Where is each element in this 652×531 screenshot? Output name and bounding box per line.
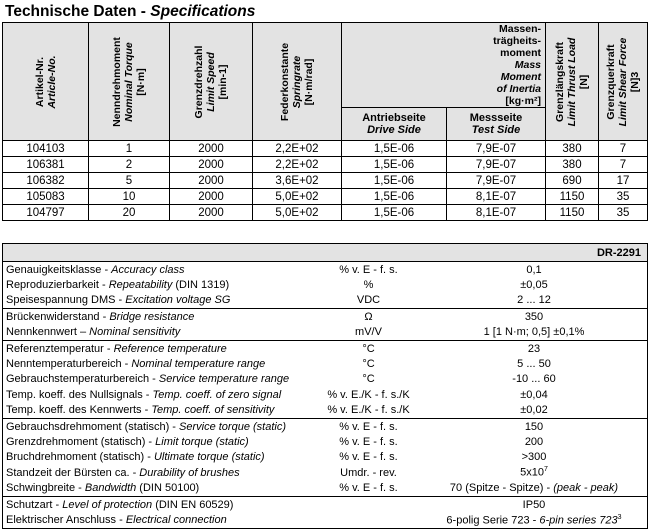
table-cell: 7,9E-07 [447, 141, 546, 157]
table-cell: 7 [599, 157, 648, 173]
spec-unit [316, 496, 421, 512]
spec-value: 200 [421, 434, 648, 449]
table-cell: 35 [599, 205, 648, 221]
spec-unit: mV/V [355, 326, 382, 339]
spec-unit: °C [362, 373, 375, 386]
table-row [3, 141, 648, 157]
spec-unit: VDC [356, 294, 381, 307]
spec-row [3, 262, 648, 278]
table-cell: 10 [89, 189, 170, 205]
model-name: DR-2291 [3, 244, 648, 262]
spec-row [3, 450, 648, 465]
spec-row [3, 480, 648, 496]
spec-value: ±0,04 [421, 387, 648, 402]
spec-row [3, 277, 648, 292]
spec-unit [316, 512, 421, 528]
table-row [3, 173, 648, 189]
table-cell: 380 [546, 157, 599, 173]
table-cell: 1,5E-06 [342, 173, 447, 189]
spec-label: Standzeit der Bürsten ca. - Durability of brushes [3, 465, 317, 480]
table-cell: 20 [89, 205, 170, 221]
spec-unit: % v. E./K - f. s./K [327, 404, 410, 417]
spec-row [3, 325, 648, 341]
spec-value: ±0,02 [421, 403, 648, 419]
spec-value: 0,1 [421, 262, 648, 278]
spec-row [3, 340, 648, 356]
spec-value: IP50 [421, 496, 648, 512]
spec-unit: °C [362, 358, 375, 371]
table-cell: 690 [546, 173, 599, 189]
spec-label: Grenzdrehmoment (statisch) - Limit torque (static) [3, 434, 317, 449]
table-cell: 3,6E+02 [253, 173, 342, 189]
table-cell: 2000 [170, 173, 253, 189]
spec-row [3, 356, 648, 371]
spec-value: 5 ... 50 [421, 356, 648, 371]
page-title: Technische Daten - Specifications [5, 3, 256, 20]
spec-unit: % v. E./K - f. s./K [327, 388, 410, 401]
spec-label: Reproduzierbarkeit - Repeatability (DIN 1319) [3, 277, 317, 292]
spec-label: Speisespannung DMS - Excitation voltage SG [3, 293, 317, 309]
spec-unit: % v. E - f. s. [339, 263, 398, 276]
spec-label: Nennkennwert – Nominal sensitivity [3, 325, 317, 341]
spec-row [3, 293, 648, 309]
table-cell: 7,9E-07 [447, 173, 546, 189]
table-cell: 106382 [3, 173, 89, 189]
spec-row [3, 372, 648, 387]
table-cell: 1,5E-06 [342, 141, 447, 157]
spec-label: Gebrauchstemperaturbereich - Service temperature range [3, 372, 317, 387]
table-cell: 106381 [3, 157, 89, 173]
spec-label: Nenntemperaturbereich - Nominal temperature range [3, 356, 317, 371]
spec-label: Temp. koeff. des Nullsignals - Temp. coeff. of zero signal [3, 387, 317, 402]
table-cell: 5 [89, 173, 170, 189]
table-cell: 2000 [170, 205, 253, 221]
spec-value: $5x10^7$ [421, 465, 648, 480]
table-cell: 105083 [3, 189, 89, 205]
table-cell: 8,1E-07 [447, 189, 546, 205]
spec-label: Genauigkeitsklasse - Accuracy class [3, 262, 317, 278]
table-row [3, 205, 648, 221]
spec-value: >300 [421, 450, 648, 465]
spec-row [3, 496, 648, 512]
spec-value: 6-polig Serie 723 - 6-pin series $723^3$ [421, 512, 648, 528]
table-cell: 1150 [546, 189, 599, 205]
spec-unit: Ω [316, 309, 421, 325]
table-cell: 2000 [170, 141, 253, 157]
spec-unit: °C [316, 340, 421, 356]
spec-unit: % v. E - f. s. [339, 451, 398, 464]
spec-row [3, 512, 648, 528]
spec-value: -10 ... 60 [421, 372, 648, 387]
table-cell: 1,5E-06 [342, 205, 447, 221]
table-cell: 1150 [546, 205, 599, 221]
table-cell: 17 [599, 173, 648, 189]
spec-row [3, 403, 648, 419]
spec-row [3, 465, 648, 480]
table-cell: 7,9E-07 [447, 157, 546, 173]
spec-value: 2 ... 12 [421, 293, 648, 309]
spec-row [3, 418, 648, 434]
spec-label: Referenztemperatur - Reference temperature [3, 340, 317, 356]
table-cell: 2,2E+02 [253, 157, 342, 173]
table-cell: 7 [599, 141, 648, 157]
table-cell: 1,5E-06 [342, 189, 447, 205]
spec-row [3, 434, 648, 449]
table-cell: 1 [89, 141, 170, 157]
table-cell: 1,5E-06 [342, 157, 447, 173]
spec-label: Elektrischer Anschluss - Electrical connection [3, 512, 317, 528]
spec-label: Schwingbreite - Bandwidth (DIN 50100) [3, 480, 317, 496]
spec-value: 23 [421, 340, 648, 356]
table-cell: 104103 [3, 141, 89, 157]
spec-value: ±0,05 [421, 277, 648, 292]
spec-value: 1 [1 N·m; 0,5] ±0,1% [421, 325, 648, 341]
spec-value: 150 [421, 418, 648, 434]
table-cell: 5,0E+02 [253, 189, 342, 205]
table-cell: 2000 [170, 157, 253, 173]
spec-label: Gebrauchsdrehmoment (statisch) - Service torque (static) [3, 418, 317, 434]
spec-unit: % v. E - f. s. [339, 482, 398, 495]
spec-unit: % v. E - f. s. [316, 418, 421, 434]
spec-row [3, 387, 648, 402]
table-cell: 2000 [170, 189, 253, 205]
spec-label: Brückenwiderstand - Bridge resistance [3, 309, 317, 325]
table-cell: 35 [599, 189, 648, 205]
table-cell: 380 [546, 141, 599, 157]
spec-label: Bruchdrehmoment (statisch) - Ultimate torque (static) [3, 450, 317, 465]
table-row [3, 157, 648, 173]
spec-label: Temp. koeff. des Kennwerts - Temp. coeff. of sensitivity [3, 403, 317, 419]
spec-row [3, 309, 648, 325]
table-cell: 2,2E+02 [253, 141, 342, 157]
table-cell: 8,1E-07 [447, 205, 546, 221]
spec-table [2, 243, 648, 529]
spec-value: 70 (Spitze - Spitze) - (peak - peak) [421, 480, 648, 496]
spec-unit: % [363, 279, 374, 292]
table-cell: 104797 [3, 205, 89, 221]
spec-unit: Umdr. - rev. [340, 466, 397, 479]
spec-label: Schutzart - Level of protection (DIN EN 60529) [3, 496, 317, 512]
table-cell: 2 [89, 157, 170, 173]
table-cell: 5,0E+02 [253, 205, 342, 221]
product-table: Artikel-Nr. Article-No. Nenndrehmoment Nominal Torque [N·m] Grenzdrehzahl Limit Speed [min-1] Federkonstante Springrate [N·m/rad] Massen- trägheits- moment Mass Moment of Inertia [kg·m²] Grenzlängskraft Limit Thrust Load [N] Grenzquerkraft Limit Shear Force [N]3 Antriebseite Drive Side Messseite Test Side 104103 1 2000 2,2E+02 1,5E-06 7,9E-07 380 7 106381 2 2000 2,2E+02 1,5E-06 7,9E-07 380 7 106382 5 2000 3,6E+02 1,5E-06 7,9E-07 690 17 105083 10 2000 5,0E+02 1,5E-06 8,1E-07 1150 35 104797 20 2000 5,0E+02 1,5E-06 8,1E-07 1150 35 [2, 22, 648, 221]
table-row [3, 189, 648, 205]
spec-value: 350 [421, 309, 648, 325]
spec-unit: % v. E - f. s. [339, 435, 398, 448]
